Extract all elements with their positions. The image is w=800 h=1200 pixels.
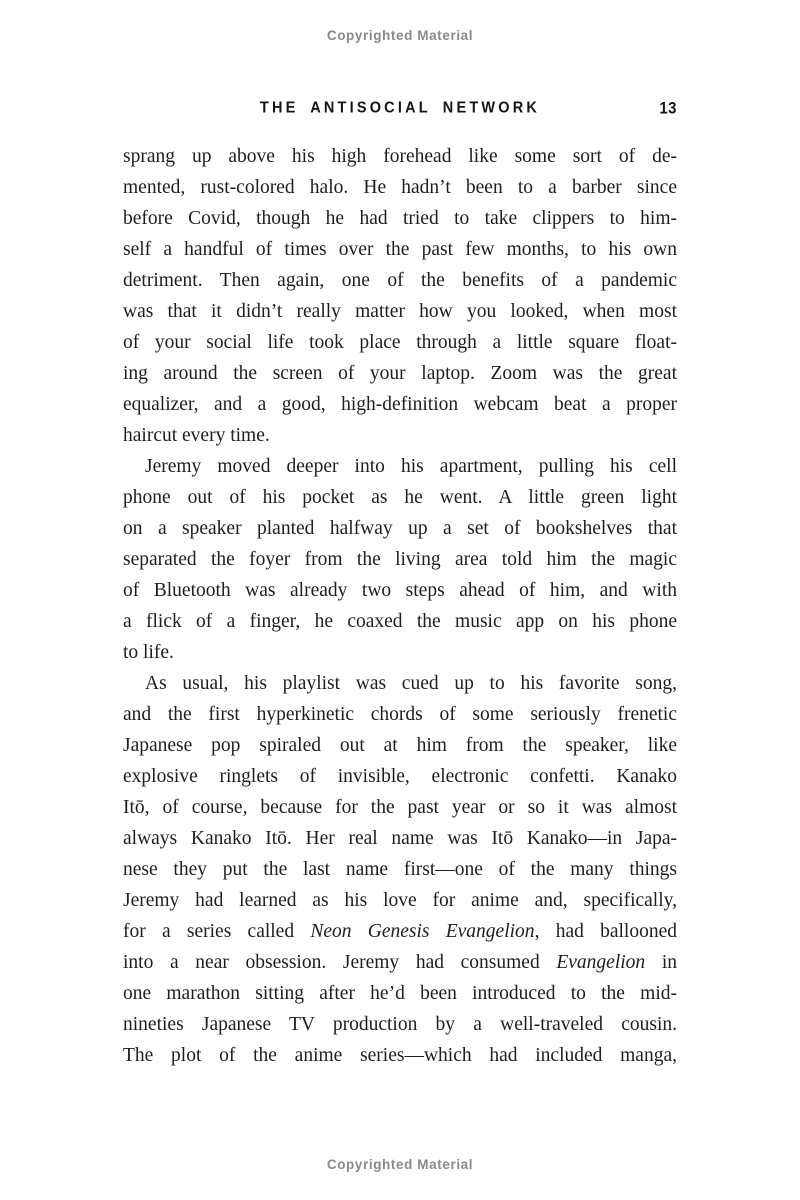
text-line: before Covid, though he had tried to take clippers to him- [123,208,677,229]
page-header [123,100,677,118]
text-line: Jeremy moved deeper into his apartment, pulling his cell [145,456,677,477]
paragraph [123,668,677,1071]
text-line: and the first hyperkinetic chords of some seriously frenetic [123,704,677,725]
text-line: into a near obsession. Jeremy had consumed Evangelion in [123,952,677,973]
text-line: phone out of his pocket as he went. A little green light [123,487,677,508]
copyright-notice-bottom: Copyrighted Material [326,1157,474,1172]
text-line: to life. [123,642,174,663]
text-line: explosive ringlets of invisible, electronic confetti. Kanako [123,766,677,787]
paragraph [123,451,677,668]
text-line: haircut every time. [123,425,270,446]
text-line: on a speaker planted halfway up a set of bookshelves that [123,518,677,539]
text-line: ing around the screen of your laptop. Zoom was the great [123,363,677,384]
text-line: one marathon sitting after he’d been introduced to the mid- [123,983,677,1004]
text-line: nese they put the last name first—one of the many things [123,859,677,880]
text-line: self a handful of times over the past few months, to his own [123,239,677,260]
page-body [123,141,677,1071]
paragraph [123,141,677,451]
text-line: separated the foyer from the living area told him the magic [123,549,677,570]
text-line: Itō, of course, because for the past year or so it was almost [123,797,677,818]
text-line: was that it didn’t really matter how you looked, when most [123,301,677,322]
text-line: detriment. Then again, one of the benefits of a pandemic [123,270,677,291]
running-head-title: THE ANTISOCIAL NETWORK [259,99,541,117]
text-line: nineties Japanese TV production by a well-traveled cousin. [123,1014,677,1035]
text-line: for a series called Neon Genesis Evangelion, had ballooned [123,921,677,942]
text-line: As usual, his playlist was cued up to his favorite song, [145,673,677,694]
text-line: always Kanako Itō. Her real name was Itō Kanako—in Japa- [123,828,677,849]
text-line: of your social life took place through a little square float- [123,332,677,353]
text-line: mented, rust-colored halo. He hadn’t been to a barber since [123,177,677,198]
text-line: sprang up above his high forehead like some sort of de- [123,146,677,167]
page-number: 13 [659,99,677,118]
text-line: equalizer, and a good, high-definition webcam beat a proper [123,394,677,415]
text-line: The plot of the anime series—which had included manga, [123,1045,677,1066]
text-line: Japanese pop spiraled out at him from the speaker, like [123,735,677,756]
text-line: Jeremy had learned as his love for anime and, specifically, [123,890,677,911]
text-line: of Bluetooth was already two steps ahead of him, and with [123,580,677,601]
text-line: a flick of a finger, he coaxed the music app on his phone [123,611,677,632]
copyright-notice-top: Copyrighted Material [326,28,474,43]
